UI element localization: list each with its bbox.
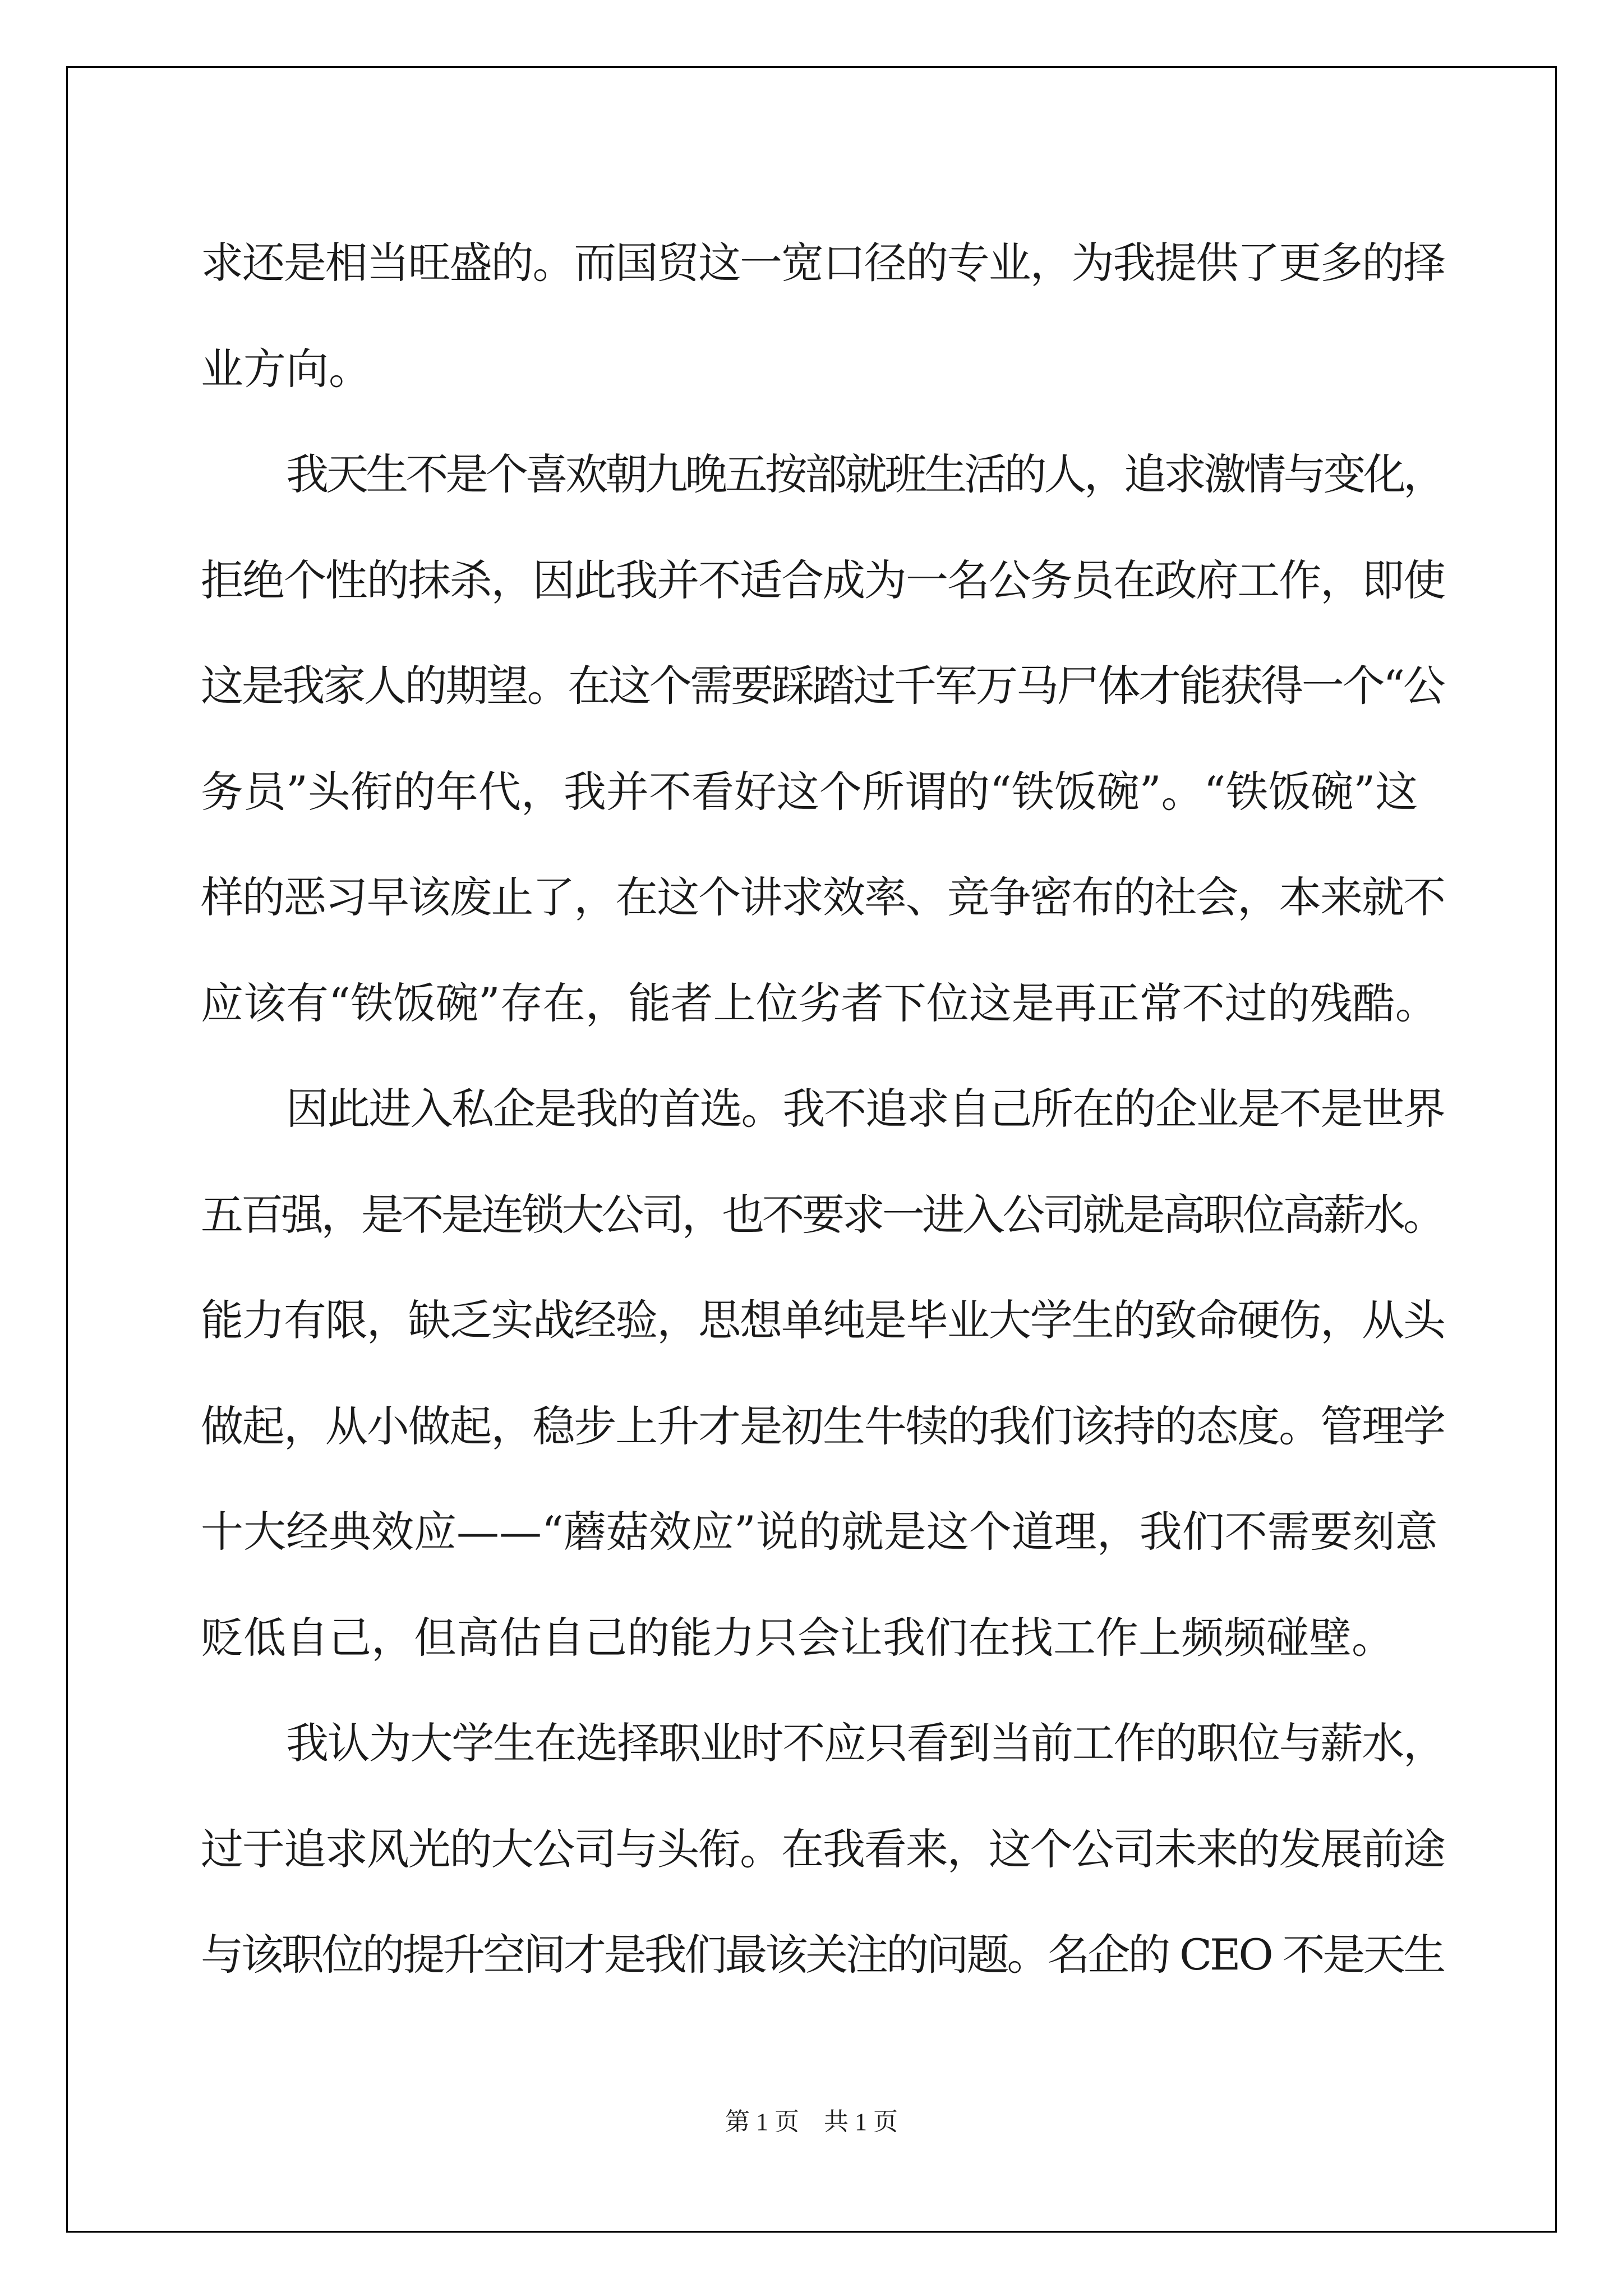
text-line: 务员”头衔的年代，我并不看好这个所谓的“铁饭碗”。“铁饭碗”这: [201, 766, 1418, 817]
text-line: 拒绝个性的抹杀，因此我并不适合成为一名公务员在政府工作，即使: [201, 555, 1445, 605]
text-line: 我认为大学生在选择职业时不应只看到当前工作的职位与薪水，: [286, 1718, 1445, 1768]
text-line: 与该职位的提升空间才是我们最该关注的问题。名企的 CEO 不是天生: [201, 1930, 1444, 1980]
text-line: 应该有“铁饭碗”存在，能者上位劣者下位这是再正常不过的残酷。: [201, 978, 1438, 1028]
text-line: 样的恶习早该废止了，在这个讲求效率、竞争密布的社会，本来就不: [201, 872, 1445, 922]
text-line: 做起，从小做起，稳步上升才是初生牛犊的我们该持的态度。管理学: [201, 1401, 1445, 1451]
text-line: 这是我家人的期望。在这个需要踩踏过千军万马尸体才能获得一个“公: [201, 661, 1444, 711]
text-line: 十大经典效应——“蘑菇效应”说的就是这个道理，我们不需要刻意: [201, 1507, 1438, 1557]
text-line: 我天生不是个喜欢朝九晚五按部就班生活的人，追求激情与变化，: [286, 449, 1444, 499]
text-line: 求还是相当旺盛的。而国贸这一宽口径的专业，为我提供了更多的择: [201, 238, 1445, 288]
page-footer: 第 1 页 共 1 页: [725, 2108, 898, 2136]
text-line: 业方向。: [201, 343, 371, 394]
document-body: [201, 210, 1446, 2008]
text-line: 贬低自己，但高估自己的能力只会让我们在找工作上频频碰壁。: [201, 1612, 1394, 1663]
text-line: 五百强，是不是连锁大公司，也不要求一进入公司就是高职位高薪水。: [201, 1189, 1444, 1240]
text-line: 过于追求风光的大公司与头衔。在我看来，这个公司未来的发展前途: [201, 1824, 1445, 1874]
text-line: 因此进入私企是我的首选。我不追求自己所在的企业是不是世界: [286, 1084, 1445, 1134]
text-line: 能力有限，缺乏实战经验，思想单纯是毕业大学生的致命硬伤，从头: [201, 1295, 1445, 1345]
